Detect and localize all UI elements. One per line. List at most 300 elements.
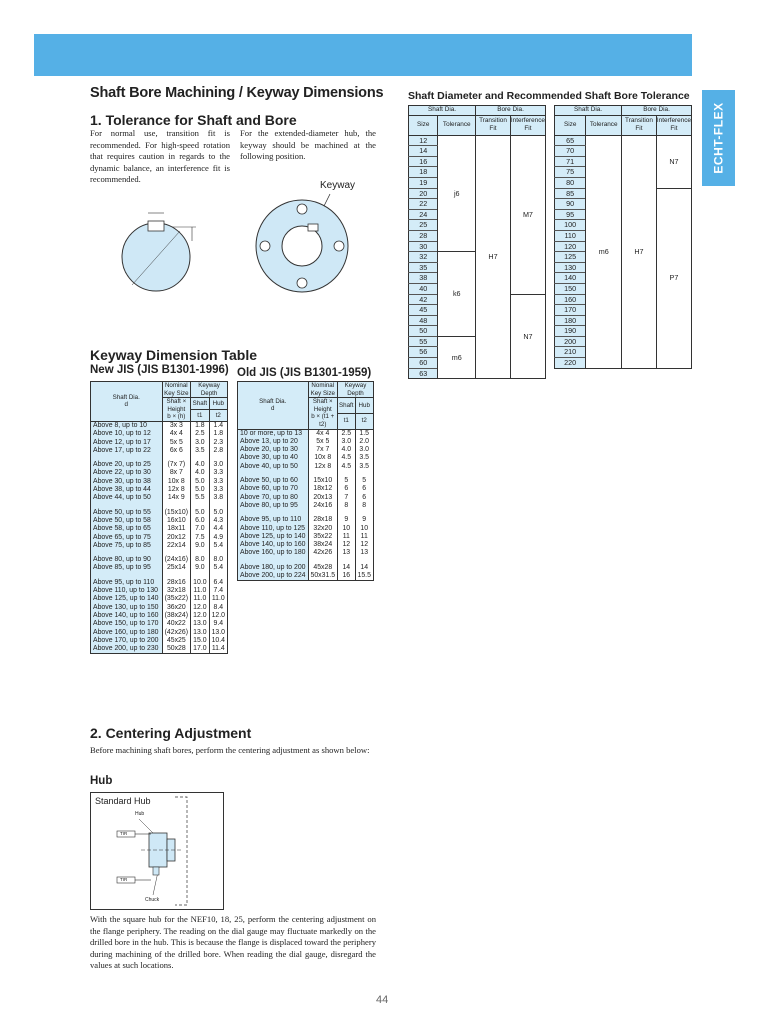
size-cell: 35 <box>409 262 438 273</box>
th-hub: Hub <box>355 398 373 414</box>
table-row <box>91 478 228 486</box>
th-depth: Keyway Depth <box>191 382 228 398</box>
size-cell: 70 <box>555 146 586 157</box>
shaft-dia-cell: Above 17, up to 22 <box>91 447 163 455</box>
shaft-dia-cell: Above 40, up to 50 <box>238 463 309 471</box>
size-cell: 140 <box>555 273 586 284</box>
th-size: Size <box>555 115 586 135</box>
table-row <box>238 463 374 471</box>
th-t1: t1 <box>191 410 209 422</box>
size-cell: 18 <box>409 167 438 178</box>
size-cell: 30 <box>409 241 438 252</box>
shaft-dia-cell: Above 58, up to 65 <box>91 525 163 533</box>
key-size-cell: (24x16) <box>162 556 191 564</box>
depth-t1-cell: 8 <box>338 502 355 510</box>
table-row <box>238 572 374 581</box>
shaft-dia-cell: Above 95, up to 110 <box>91 579 163 587</box>
table-row <box>238 477 374 485</box>
size-cell: 80 <box>555 177 586 188</box>
tolerance-table-right <box>554 105 692 369</box>
size-cell: 25 <box>409 220 438 231</box>
shaft-dia-cell: Above 160, up to 180 <box>238 549 309 557</box>
size-cell: 85 <box>555 188 586 199</box>
size-cell: 71 <box>555 156 586 167</box>
key-size-cell: 4x 4 <box>162 430 191 438</box>
depth-t1-cell: 12.0 <box>191 612 209 620</box>
figure-chuck-label: Chuck <box>145 897 160 903</box>
table-row <box>91 469 228 477</box>
size-cell: 38 <box>409 273 438 284</box>
key-size-cell: 50x28 <box>162 645 191 654</box>
section-1-para-left: For normal use, transition fit is recommended. For high-speed rotation that requires caution in regards to the dynamic balance, an interference fit is recommended. <box>90 128 230 184</box>
header-band <box>34 34 692 76</box>
shaft-dia-cell: Above 170, up to 200 <box>91 637 163 645</box>
depth-t2-cell: 9.4 <box>209 620 227 628</box>
depth-t2-cell: 6 <box>355 485 373 493</box>
depth-t1-cell: 13.0 <box>191 629 209 637</box>
depth-t1-cell: 2.5 <box>191 430 209 438</box>
table-row <box>409 135 546 146</box>
shaft-dia-cell: Above 180, up to 200 <box>238 564 309 572</box>
size-cell: 50 <box>409 326 438 337</box>
table-row <box>91 595 228 603</box>
interference-n7: N7 <box>510 294 545 379</box>
depth-t1-cell: 10 <box>338 525 355 533</box>
th-shaft: Shaft <box>191 398 209 410</box>
depth-t1-cell: 3.5 <box>191 447 209 455</box>
old-jis-title: Old JIS (JIS B1301-1959) <box>237 367 372 379</box>
table-row <box>91 620 228 628</box>
shaft-dia-cell: Above 8, up to 10 <box>91 421 163 430</box>
depth-t2-cell: 9 <box>355 516 373 524</box>
table-row <box>91 509 228 517</box>
table-row <box>91 430 228 438</box>
th-bxh: Shaft × Height b × (t1 + t2) <box>308 398 338 429</box>
shaft-dia-cell: Above 65, up to 75 <box>91 534 163 542</box>
depth-t1-cell: 9 <box>338 516 355 524</box>
size-cell: 90 <box>555 199 586 210</box>
size-cell: 210 <box>555 347 586 358</box>
table-row <box>91 517 228 525</box>
shaft-dia-cell: Above 44, up to 50 <box>91 494 163 502</box>
th-depth: Keyway Depth <box>338 382 374 398</box>
key-size-cell: 15x10 <box>308 477 338 485</box>
th-nominal: Nominal Key Size <box>308 382 338 398</box>
table-row <box>91 486 228 494</box>
key-size-cell: 12x 8 <box>308 463 338 471</box>
depth-t2-cell: 6 <box>355 494 373 502</box>
depth-t2-cell: 3.3 <box>209 486 227 494</box>
key-size-cell: 22x14 <box>162 542 191 550</box>
shaft-dia-cell: Above 200, up to 224 <box>238 572 309 581</box>
table-row <box>238 541 374 549</box>
key-size-cell: 24x16 <box>308 502 338 510</box>
size-cell: 65 <box>555 135 586 146</box>
tolerance-m6: m6 <box>438 336 476 378</box>
depth-t2-cell: 8 <box>355 502 373 510</box>
page-number: 44 <box>376 994 389 1006</box>
table-row <box>238 454 374 462</box>
depth-t2-cell: 2.0 <box>355 438 373 446</box>
key-size-cell: 20x13 <box>308 494 338 502</box>
key-size-cell: 8x 7 <box>162 469 191 477</box>
shaft-dia-cell: Above 38, up to 44 <box>91 486 163 494</box>
table-row <box>91 629 228 637</box>
table-row <box>91 612 228 620</box>
shaft-dia-cell: Above 50, up to 58 <box>91 517 163 525</box>
shaft-dia-cell: Above 80, up to 95 <box>238 502 309 510</box>
depth-t1-cell: 17.0 <box>191 645 209 654</box>
key-size-cell: (42x26) <box>162 629 191 637</box>
shaft-dia-cell: Above 110, up to 125 <box>238 525 309 533</box>
key-size-cell: 35x22 <box>308 533 338 541</box>
section-2-title: 2. Centering Adjustment <box>90 725 252 741</box>
shaft-dia-cell: Above 125, up to 140 <box>238 533 309 541</box>
th-shaft-dia: Shaft Dia. d <box>238 382 309 430</box>
depth-t1-cell: 5 <box>338 477 355 485</box>
section-2-intro: Before machining shaft bores, perform the centering adjustment as shown below: <box>90 745 370 755</box>
shaft-dia-cell: Above 70, up to 80 <box>238 494 309 502</box>
key-size-cell: 14x 9 <box>162 494 191 502</box>
size-cell: 125 <box>555 252 586 263</box>
depth-t2-cell: 11.4 <box>209 645 227 654</box>
shaft-dia-cell: Above 140, up to 160 <box>238 541 309 549</box>
table-row <box>238 446 374 454</box>
key-size-cell: (38x24) <box>162 612 191 620</box>
key-size-cell: 7x 7 <box>308 446 338 454</box>
keyway-label: Keyway <box>320 180 356 191</box>
section-1-title: 1. Tolerance for Shaft and Bore <box>90 112 297 128</box>
th-size: Size <box>409 115 438 135</box>
depth-t1-cell: 12.0 <box>191 604 209 612</box>
shaft-dia-cell: Above 150, up to 170 <box>91 620 163 628</box>
key-size-cell: 10x 8 <box>308 454 338 462</box>
th-bore-dia: Bore Dia. <box>476 106 546 116</box>
size-cell: 32 <box>409 252 438 263</box>
th-shaft-dia: Shaft Dia. <box>409 106 476 116</box>
depth-t2-cell: 2.8 <box>209 447 227 455</box>
size-cell: 40 <box>409 283 438 294</box>
size-cell: 75 <box>555 167 586 178</box>
depth-t1-cell: 7.0 <box>191 525 209 533</box>
old-jis-table <box>237 381 374 581</box>
tolerance-k6: k6 <box>438 252 476 337</box>
table-row <box>91 534 228 542</box>
shaft-dia-cell: Above 20, up to 25 <box>91 461 163 469</box>
depth-t2-cell: 4.9 <box>209 534 227 542</box>
depth-t2-cell: 5 <box>355 477 373 485</box>
table-row <box>238 502 374 510</box>
figure-tir-top: TIR <box>120 831 128 836</box>
table-row <box>238 549 374 557</box>
depth-t2-cell: 14 <box>355 564 373 572</box>
depth-t1-cell: 15.0 <box>191 637 209 645</box>
section-1-para-right: For the extended-diameter hub, the keyway should be machined at the following position. <box>240 128 376 161</box>
table-row <box>91 447 228 455</box>
depth-t2-cell: 3.5 <box>355 454 373 462</box>
th-t2: t2 <box>355 413 373 429</box>
size-cell: 12 <box>409 135 438 146</box>
size-cell: 24 <box>409 209 438 220</box>
figure-title: Standard Hub <box>95 796 151 806</box>
depth-t1-cell: 6.0 <box>191 517 209 525</box>
transition-h7: H7 <box>622 135 657 368</box>
table-row <box>238 494 374 502</box>
table-row <box>91 461 228 469</box>
depth-t2-cell: 3.3 <box>209 478 227 486</box>
size-cell: 130 <box>555 262 586 273</box>
table-row <box>91 604 228 612</box>
size-cell: 45 <box>409 305 438 316</box>
depth-t1-cell: 13 <box>338 549 355 557</box>
shaft-dia-cell: Above 22, up to 30 <box>91 469 163 477</box>
keyway-table-title: Keyway Dimension Table <box>90 347 258 363</box>
depth-t1-cell: 5.0 <box>191 486 209 494</box>
size-cell: 200 <box>555 336 586 347</box>
depth-t2-cell: 8.4 <box>209 604 227 612</box>
tolerance-table-left <box>408 105 546 379</box>
shaft-dia-cell: Above 95, up to 110 <box>238 516 309 524</box>
th-shaft: Shaft <box>338 398 355 414</box>
size-cell: 95 <box>555 209 586 220</box>
depth-t2-cell: 11.0 <box>209 595 227 603</box>
key-size-cell: 3x 3 <box>162 421 191 430</box>
depth-t1-cell: 4.5 <box>338 454 355 462</box>
figure-tir-bottom: TIR <box>120 877 128 882</box>
table-row <box>91 587 228 595</box>
shaft-dia-cell: Above 50, up to 60 <box>238 477 309 485</box>
table-row <box>91 564 228 572</box>
key-size-cell: 6x 6 <box>162 447 191 455</box>
table-row <box>91 542 228 550</box>
shaft-dia-cell: Above 85, up to 95 <box>91 564 163 572</box>
depth-t1-cell: 16 <box>338 572 355 581</box>
table-row <box>238 429 374 438</box>
size-cell: 170 <box>555 305 586 316</box>
depth-t1-cell: 2.5 <box>338 429 355 438</box>
key-size-cell: 10x 8 <box>162 478 191 486</box>
depth-t1-cell: 5.0 <box>191 509 209 517</box>
figure-hub-label: Hub <box>135 811 145 817</box>
interference-n7: N7 <box>656 135 691 188</box>
depth-t1-cell: 3.0 <box>338 438 355 446</box>
shaft-dia-cell: Above 12, up to 17 <box>91 439 163 447</box>
key-size-cell: 32x18 <box>162 587 191 595</box>
key-size-cell: 50x31.5 <box>308 572 338 581</box>
depth-t1-cell: 4.5 <box>338 463 355 471</box>
key-size-cell: (7x 7) <box>162 461 191 469</box>
page-title: Shaft Bore Machining / Keyway Dimensions <box>90 85 384 101</box>
depth-t2-cell: 13 <box>355 549 373 557</box>
key-size-cell: 12x 8 <box>162 486 191 494</box>
shaft-dia-cell: Above 30, up to 40 <box>238 454 309 462</box>
shaft-dia-cell: Above 60, up to 70 <box>238 485 309 493</box>
depth-t1-cell: 7.5 <box>191 534 209 542</box>
th-bxh: Shaft × Height b × (h) <box>162 398 191 422</box>
key-size-cell: 25x14 <box>162 564 191 572</box>
th-bore-dia: Bore Dia. <box>622 106 692 116</box>
depth-t2-cell: 5.4 <box>209 542 227 550</box>
size-cell: 63 <box>409 368 438 379</box>
table-row <box>238 533 374 541</box>
shaft-dia-cell: Above 130, up to 150 <box>91 604 163 612</box>
table-row <box>91 556 228 564</box>
th-tolerance: Tolerance <box>438 115 476 135</box>
key-size-cell: 45x28 <box>308 564 338 572</box>
depth-t1-cell: 5.5 <box>191 494 209 502</box>
table-row <box>91 439 228 447</box>
size-cell: 180 <box>555 315 586 326</box>
depth-t2-cell: 10.4 <box>209 637 227 645</box>
depth-t2-cell: 3.0 <box>355 446 373 454</box>
depth-t2-cell: 12 <box>355 541 373 549</box>
size-cell: 19 <box>409 177 438 188</box>
key-size-cell: 16x10 <box>162 517 191 525</box>
size-cell: 14 <box>409 146 438 157</box>
shaft-dia-cell: Above 160, up to 180 <box>91 629 163 637</box>
section-tab-label: ECHT-FLEX <box>711 102 726 174</box>
table-row <box>238 564 374 572</box>
hub-centering-diagram <box>91 793 225 911</box>
key-size-cell: 20x12 <box>162 534 191 542</box>
size-cell: 110 <box>555 230 586 241</box>
depth-t1-cell: 7 <box>338 494 355 502</box>
size-cell: 48 <box>409 315 438 326</box>
key-size-cell: 5x 5 <box>308 438 338 446</box>
shaft-dia-cell: Above 30, up to 38 <box>91 478 163 486</box>
th-t1: t1 <box>338 413 355 429</box>
depth-t1-cell: 11.0 <box>191 587 209 595</box>
shaft-dia-cell: Above 13, up to 20 <box>238 438 309 446</box>
size-cell: 60 <box>409 358 438 369</box>
depth-t2-cell: 13.0 <box>209 629 227 637</box>
size-cell: 120 <box>555 241 586 252</box>
depth-t2-cell: 7.4 <box>209 587 227 595</box>
table-row <box>555 135 692 146</box>
size-cell: 150 <box>555 283 586 294</box>
table-row <box>91 421 228 430</box>
tolerance-m6: m6 <box>586 135 622 368</box>
shaft-dia-cell: Above 20, up to 30 <box>238 446 309 454</box>
table-row <box>238 438 374 446</box>
key-size-cell: 36x20 <box>162 604 191 612</box>
size-cell: 190 <box>555 326 586 337</box>
depth-t2-cell: 5.4 <box>209 564 227 572</box>
hub-heading: Hub <box>90 775 113 787</box>
size-cell: 22 <box>409 199 438 210</box>
shaft-dia-cell: Above 110, up to 130 <box>91 587 163 595</box>
depth-t1-cell: 6 <box>338 485 355 493</box>
table-row <box>91 579 228 587</box>
table-row <box>91 645 228 654</box>
depth-t2-cell: 10 <box>355 525 373 533</box>
th-shaft-dia: Shaft Dia. <box>555 106 622 116</box>
section-tab <box>702 90 735 186</box>
depth-t1-cell: 11.0 <box>191 595 209 603</box>
section-2-body: With the square hub for the NEF10, 18, 25, perform the centering adjustment on the flange periphery. The reading on the dial gauge may fluctuate markedly on the drilled bore in the hub. This is because the flange is displaced toward the periphery during machining of the drilled bore. When reading the dial gauge, disregard the values at such locations. <box>90 914 376 970</box>
th-transition: Transition Fit <box>622 115 657 135</box>
depth-t2-cell: 3.0 <box>209 461 227 469</box>
depth-t1-cell: 13.0 <box>191 620 209 628</box>
key-size-cell: (15x10) <box>162 509 191 517</box>
transition-h7: H7 <box>476 135 511 379</box>
depth-t2-cell: 5.0 <box>209 509 227 517</box>
th-hub: Hub <box>209 398 227 410</box>
depth-t2-cell: 1.4 <box>209 421 227 430</box>
extended-hub-diagram <box>252 190 362 300</box>
key-size-cell: 18x12 <box>308 485 338 493</box>
th-t2: t2 <box>209 410 227 422</box>
depth-t2-cell: 4.4 <box>209 525 227 533</box>
depth-t2-cell: 15.5 <box>355 572 373 581</box>
table-row <box>91 525 228 533</box>
depth-t1-cell: 12 <box>338 541 355 549</box>
tolerance-table-title: Shaft Diameter and Recommended Shaft Bore Tolerance <box>408 90 690 102</box>
table-row <box>238 516 374 524</box>
size-cell: 160 <box>555 294 586 305</box>
key-size-cell: 18x11 <box>162 525 191 533</box>
size-cell: 20 <box>409 188 438 199</box>
shaft-keyway-diagram <box>112 205 212 305</box>
table-row <box>91 494 228 502</box>
key-size-cell: 28x18 <box>308 516 338 524</box>
size-cell: 56 <box>409 347 438 358</box>
depth-t1-cell: 4.0 <box>338 446 355 454</box>
table-row <box>238 525 374 533</box>
key-size-cell: 45x25 <box>162 637 191 645</box>
key-size-cell: 5x 5 <box>162 439 191 447</box>
shaft-dia-cell: Above 140, up to 160 <box>91 612 163 620</box>
key-size-cell: 40x22 <box>162 620 191 628</box>
size-cell: 42 <box>409 294 438 305</box>
depth-t1-cell: 14 <box>338 564 355 572</box>
shaft-dia-cell: Above 75, up to 85 <box>91 542 163 550</box>
interference-p7: P7 <box>656 188 691 368</box>
shaft-dia-cell: Above 200, up to 230 <box>91 645 163 654</box>
depth-t1-cell: 10.0 <box>191 579 209 587</box>
depth-t1-cell: 3.0 <box>191 439 209 447</box>
depth-t1-cell: 5.0 <box>191 478 209 486</box>
shaft-dia-cell: Above 80, up to 90 <box>91 556 163 564</box>
key-size-cell: (35x22) <box>162 595 191 603</box>
table-row <box>238 485 374 493</box>
key-size-cell: 38x24 <box>308 541 338 549</box>
depth-t1-cell: 4.0 <box>191 461 209 469</box>
depth-t1-cell: 8.0 <box>191 556 209 564</box>
th-nominal: Nominal Key Size <box>162 382 191 398</box>
depth-t1-cell: 1.8 <box>191 421 209 430</box>
depth-t2-cell: 1.5 <box>355 429 373 438</box>
depth-t2-cell: 11 <box>355 533 373 541</box>
depth-t2-cell: 12.0 <box>209 612 227 620</box>
depth-t2-cell: 8.0 <box>209 556 227 564</box>
shaft-dia-cell: Above 10, up to 12 <box>91 430 163 438</box>
depth-t2-cell: 3.5 <box>355 463 373 471</box>
shaft-dia-cell: Above 50, up to 55 <box>91 509 163 517</box>
depth-t1-cell: 9.0 <box>191 564 209 572</box>
key-size-cell: 32x20 <box>308 525 338 533</box>
key-size-cell: 42x26 <box>308 549 338 557</box>
depth-t2-cell: 4.3 <box>209 517 227 525</box>
table-row <box>91 637 228 645</box>
size-cell: 16 <box>409 156 438 167</box>
size-cell: 55 <box>409 336 438 347</box>
depth-t2-cell: 1.8 <box>209 430 227 438</box>
shaft-dia-cell: 10 or more, up to 13 <box>238 429 309 438</box>
th-tolerance: Tolerance <box>586 115 622 135</box>
size-cell: 220 <box>555 358 586 369</box>
standard-hub-figure <box>90 792 224 910</box>
